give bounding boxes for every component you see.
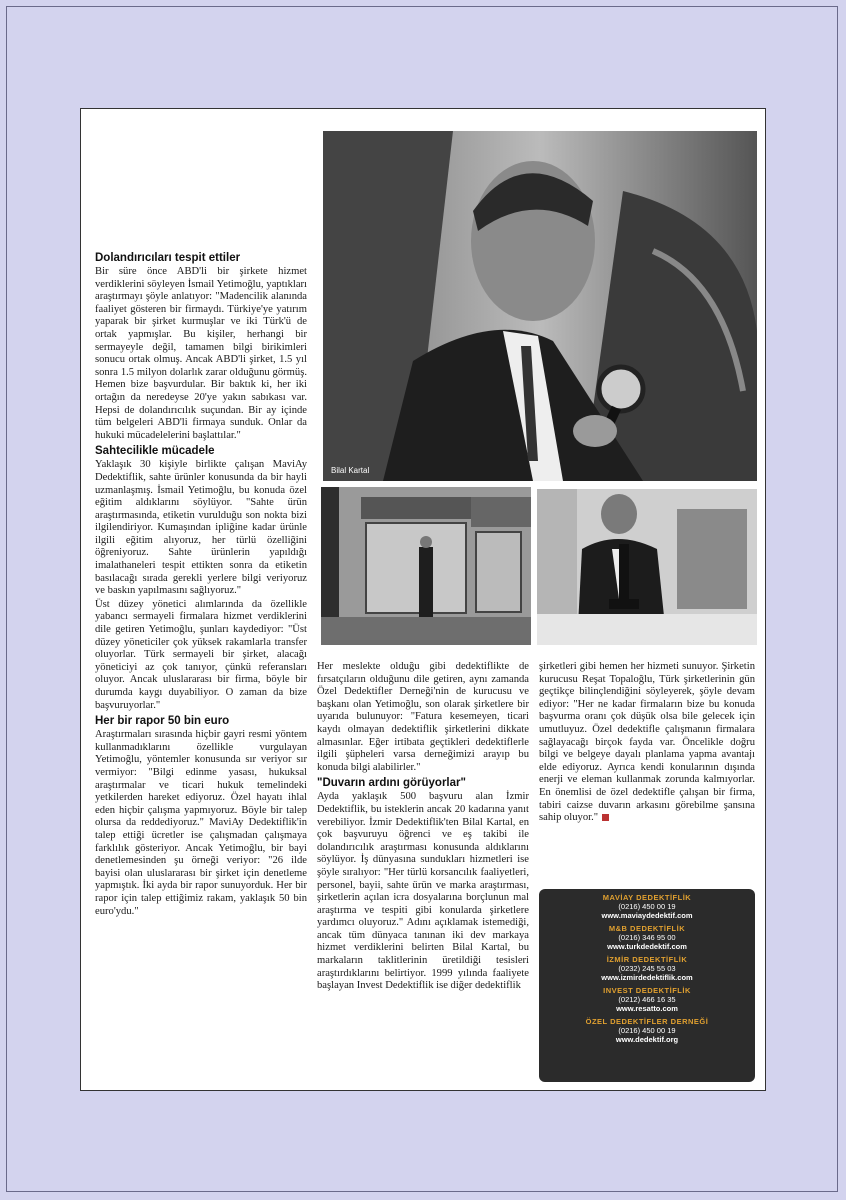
agency-phone: (0212) 466 16 35 (618, 995, 676, 1004)
column2-text-warning: Her meslekte olduğu gibi dedektiflikte de fırsatçıların olduğunu dile getiren, aynı zamanda Özel Dedektifler Derneği'nin de kurucusu ve başkanı olan Yetimoğlu, son olarak şirketlere bir uyarıda bulunuyor: "Fatura kesemeyen, ticari kaydı olmayan dedektiflik şirketlerini dikkate almasınlar. Eğer irtibata geçtikleri dedektiflerle ilgili şüpheleri varsa derneğimizi arayıp bu konuda bilgi alabilirler." (317, 661, 529, 773)
section-text-counterfeit-1: Yaklaşık 30 kişiyle birlikte çalışan MaviAy Dedektiflik, sahte ürünler konusunda da bir hayli uzmanlaşmış. İsmail Yetimoğlu, bu konuda özel eğitim aldıklarını söylüyor. "Sahte ürün araştırmasında, etiketin vurulduğu son nokta bizi ilgilendiriyor. Kumaşından ipliğine kadar ürünle ilgili eğitim alıyoruz, her türlü özelliğini öğreniyoruz. Sahte ürünlerin yapıldığı imalathaneleri tespit ettikten sonra da etiketin basılacağı sırada gerekli yerlere bilgi veriyoruz ve baskın yapılmasını sağlıyoruz." (95, 459, 307, 597)
photo-microscope-desk (537, 489, 757, 645)
article-column-3 (539, 661, 755, 826)
agency-phone: (0216) 450 00 19 (618, 902, 676, 911)
article-column-2 (317, 661, 529, 994)
agency-name: M&B DEDEKTİFLİK (608, 924, 686, 933)
contact-entry (539, 986, 755, 1013)
agency-phone: (0216) 450 00 19 (618, 1026, 676, 1035)
agency-url: www.resatto.com (616, 1004, 678, 1013)
agency-phone: (0232) 245 55 03 (618, 964, 676, 973)
column3-text-invest (539, 661, 755, 825)
column3-text: şirketleri gibi hemen her hizmeti sunuyor. Şirketin kurucusu Reşat Topaloğlu, Türk şirketlerinin gün geçtikçe bilinçlendiğini söyleyerek, şöyle devam ediyor: "Her ne kadar firmaların bize bu konuda başvurma oranı çok düşük olsa bile gelecek için umutluyuz. Özel dedektifle çalışmanın firmalara sağlayacağı birçok fayda var. Öncelikle doğru bilgi ve belgeye dayalı planlama yapma avantajı elde ediyoruz. Ayrıca kendi konularının dışında enerji ve eleman kullanmak zorunda kalmıyorlar. En önemlisi de özel dedektifle çalışan bir firma, tabiri caizse duvarın arkasını görebilme şansına sahip oluyor." (539, 661, 755, 824)
agency-url: www.turkdedektif.com (607, 942, 687, 951)
section-heading-report-price: Her bir rapor 50 bin euro (95, 715, 230, 728)
detective-agencies-contact-box (539, 889, 755, 1082)
column2-text-izmir: Ayda yaklaşık 500 başvuru alan İzmir Dedektiflik, bu isteklerin ancak 20 kadarına yanıt verebiliyor. İzmir Dedektiflik'ten Bilal Kartal, en çok başvuruyu öğrenci ve eş takibi ile dolandırıcılık araştırması konusunda aldıklarını söylüyor. İş dünyasına sundukları hizmetleri ise şöyle sıralıyor: "Her türlü korsancılık faaliyetleri, personel, bayii, sahte ürün ve marka araştırması, şirketlerin açılan icra dosyalarına borçlunun mal araştırma ve tespiti gibi konularda şirketlere yardımcı oluyoruz." Adını açıklamak istemediği, ancak tüm dünyaca tanınan iki dev markaya hizmet verdiklerini belirten Bilal Kartal, bu markaların taklitlerinin üretildiği tesisleri araştırdıklarını belirtiyor. 1999 yılında faaliyete başlayan Invest Dedektiflik ise diğer dedektiflik (317, 791, 529, 992)
end-of-article-icon (602, 814, 609, 821)
section-heading-fraudsters: Dolandırıcıları tespit ettiler (95, 252, 241, 264)
agency-phone: (0216) 346 95 00 (618, 933, 676, 942)
main-photo-detective-magnifier (323, 131, 757, 481)
section-text-fraudsters: Bir süre önce ABD'li bir şirkete hizmet verdiklerini söyleyen İsmail Yetimoğlu, yaptıkları araştırmayı şöyle anlatıyor: "Madencilik alanında faaliyet gösteren bir firmaydı. Türkiye'ye yatırım yaparak bir şirket kurmuşlar ve iki Türk'ü de ortak yapmışlar. Bu kişiler, herhangi bir sermayeyle değil, tamamen bilgi birikimleri sonucu ortak olmuş. Ancak ABD'li şirket, 1.5 yıl sonra 1.5 milyon dolarlık zarar olduğunu görmüş. Hemen bize başvurdular. Bir baktık ki, her iki ortağın da neredeyse 20'ye yakın sabıkası var. Hepsi de dolandırıcılık suçundan. Bir ay içinde tüm belgeleri ABD'li firmaya sunduk. Onlar da hukuki mücadelelerini başlattılar." (95, 266, 307, 441)
agency-url: www.dedektif.org (615, 1035, 679, 1044)
contact-entry (539, 893, 755, 920)
main-photo-image (323, 131, 757, 481)
section-text-report-price: Araştırmaları sırasında hiçbir gayri resmi yöntem kullanmadıklarını özellikle vurgulayan Yetimoğlu, yöntemler konusunda sır veriyor sır vermiyor: "Bilgi edinme yasası, hukuksal araştırmalar ve ticari hukuk temelindeki yetkilerden hareket ediyoruz. Özel hayatı ihlal eden hiçbir çalışma yapmıyoruz. Böyle bir talep olursa da reddediyoruz." MaviAy Dedektiflik'in talep ettiği ücretler ise çalışmadan çalışmaya farklılık gösteriyor. Ancak Yetimoğlu, bir bayi denetlemesinden şu örneği veriyor: "26 ilde bayisi olan uluslararası bir şirket için denetleme yapmıştık. İki ayda bir rapor sunuyorduk. Her bir rapor için talep ettiğimiz rakam, yaklaşık 50 bin euro'ydu." (95, 729, 307, 917)
article-column-1 (95, 249, 307, 919)
section-text-counterfeit-2: Üst düzey yönetici alımlarında da özellikle yabancı sermayeli firmalara hizmet verdiklerini dile getiren Yetimoğlu, şunları kaydediyor: "Üst düzey yöneticiler çok yüksek rakamlarla transfer oluyorlar. Türk sermayeli bir şirket, alacağı yöneticiyi az çok tanıyor, çünkü referansları oluyor. Ancak uluslararası bir firma, böyle bir durumda kaygı duyabiliyor. O zaman da bize başvuruyorlar." (95, 598, 307, 711)
agency-name: MAVİAY DEDEKTİFLİK (602, 893, 692, 902)
contact-entry (539, 924, 755, 951)
photo-office-storefront (321, 487, 531, 645)
contact-entry (539, 1017, 755, 1044)
storefront-image (321, 487, 531, 645)
section-heading-counterfeit: Sahtecilikle mücadele (95, 445, 215, 458)
photo-credit: Bilal Kartal (331, 466, 370, 475)
microscope-image (537, 489, 757, 645)
agency-url: www.maviaydedektif.com (601, 911, 693, 920)
contact-entry (539, 955, 755, 982)
agency-name: INVEST DEDEKTİFLİK (603, 986, 691, 995)
agency-name: ÖZEL DEDEKTİFLER DERNEĞİ (585, 1017, 709, 1026)
section-heading-behind-wall: "Duvarın ardını görüyorlar" (317, 777, 466, 790)
agency-name: İZMİR DEDEKTİFLİK (606, 955, 688, 964)
agency-url: www.izmirdedektiflik.com (601, 973, 693, 982)
magazine-page (80, 108, 766, 1091)
